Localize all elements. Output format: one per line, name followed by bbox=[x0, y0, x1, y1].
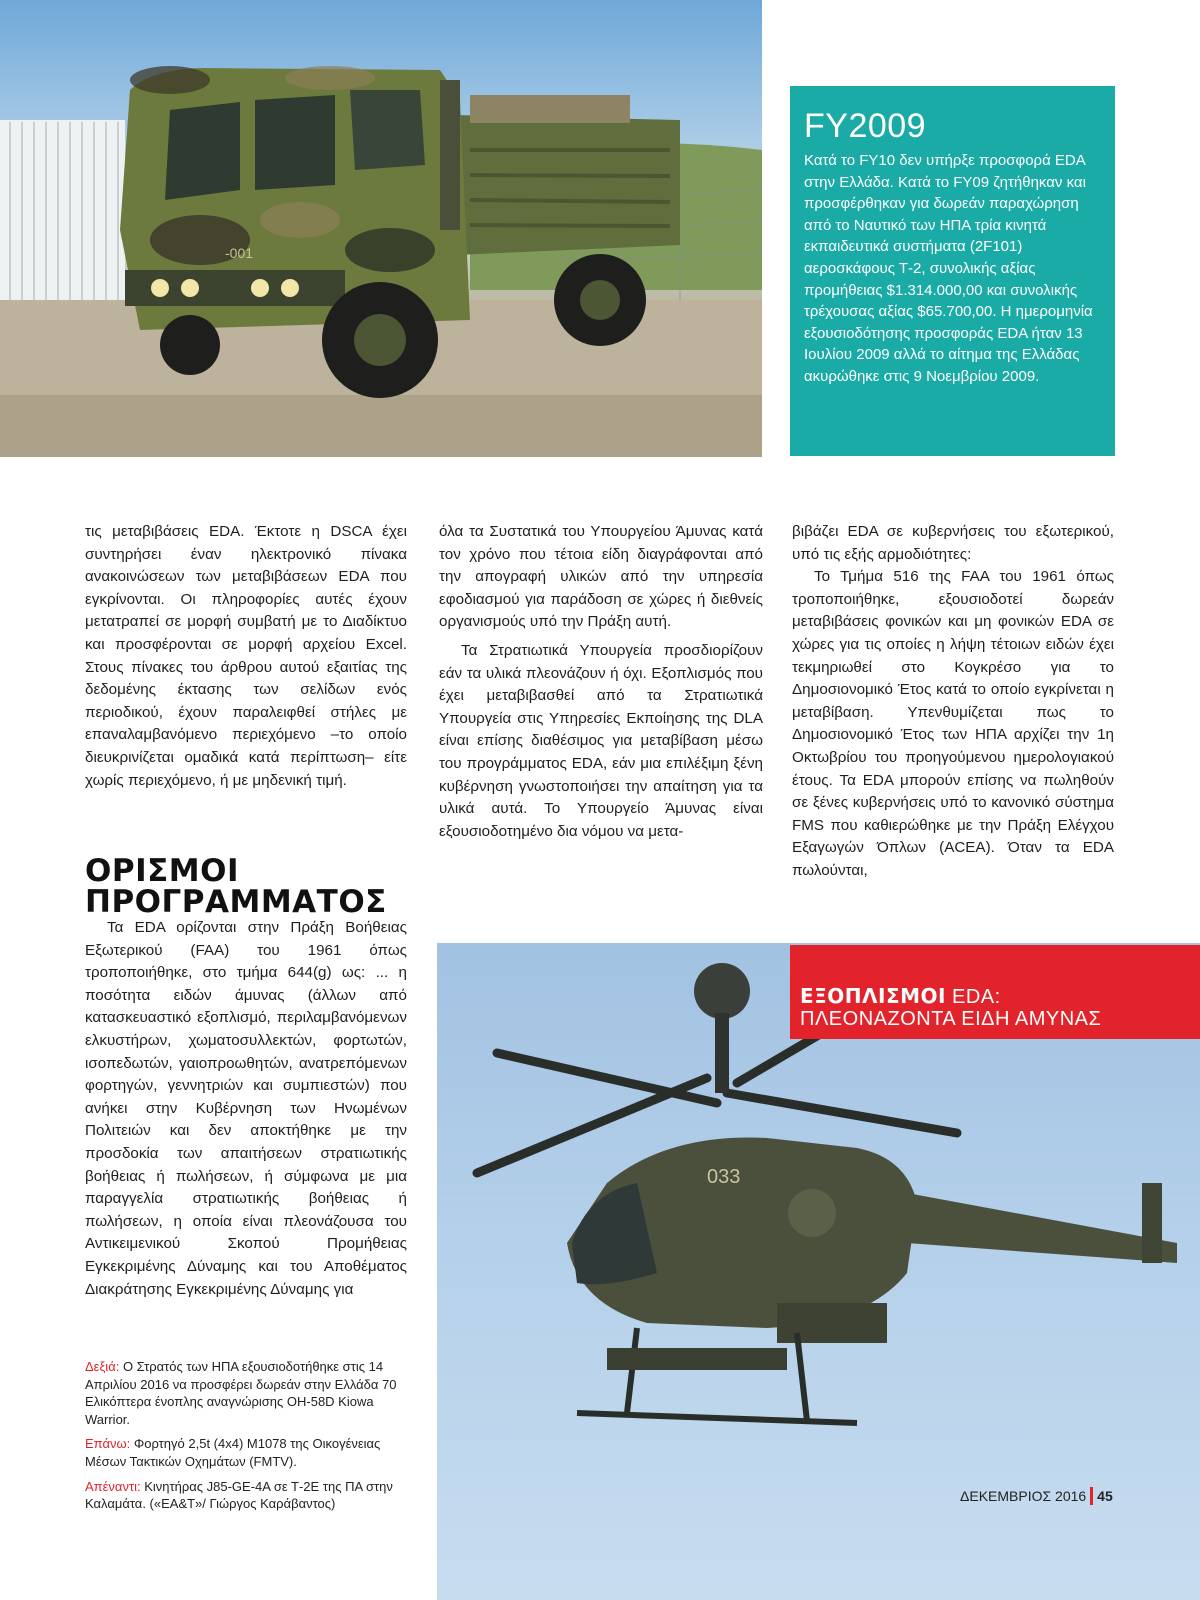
helicopter-number: 033 bbox=[707, 1166, 741, 1188]
caption-text: Κινητήρας J85-GE-4A σε Τ-2Ε της ΠΑ στην Καλαμάτα. («ΕΑ&Τ»/ Γιώργος Καράβαντος) bbox=[85, 1478, 393, 1512]
fy2009-title: FY2009 bbox=[804, 107, 927, 145]
caption-label: Δεξιά: bbox=[85, 1359, 120, 1374]
truck-photo bbox=[0, 0, 762, 457]
column-3-paragraph-2: Το Τμήμα 516 της FAA του 1961 όπως τροποποιήθηκε, εξουσιοδοτεί δωρεάν μεταβιβάσεις φονικών και μη φονικών EDA σε χώρες για τις οποίες η λήψη τέτοιων ειδών έχει τεκμηριωθεί στο Κογκρέσο για το Δημοσιονομικό Έτος κατά το οποίο εγκρίνεται η μεταβίβαση. Υπενθυμίζεται πως το Δημοσιονομικό Έτος των ΗΠΑ αρχίζει την 1η Οκτωβρίου του προηγούμενου ημερολογιακού έτους. Τα EDA μπορούν επίσης να πωληθούν σε ξένες κυβερνήσεις υπό το κανονικό σύστημα FMS που καθιερώθηκε με την Πράξη Ελέγχου Εξαγωγών Όπλων (ACEA). Όταν τα EDA πωλούνται, bbox=[792, 568, 1114, 879]
column-2-paragraph-1: όλα τα Συστατικά του Υπουργείου Άμυνας κατά τον χρόνο που τέτοια είδη διαγράφονται από την απογραφή υλικών από την υπηρεσία εφοδιασμού για παράδοση σε χώρες ή διεθνείς οργανισμούς υπό την Πράξη αυτή. bbox=[439, 523, 763, 631]
column-2 bbox=[439, 521, 763, 843]
truck-illustration bbox=[0, 0, 762, 457]
footer-divider bbox=[1090, 1487, 1093, 1505]
column-2-paragraph-2: Τα Στρατιωτικά Υπουργεία προσδιορίζουν εάν τα υλικά πλεονάζουν ή όχι. Εξοπλισμός που έχει μεταβιβασθεί από τα Στρατιωτικά Υπουργεία στις Υπηρεσίες Εκποίησης της DLA είναι επίσης διαθέσιμος για μεταβίβαση μέσω του προγράμματος EDA, εάν μια επιλέξιμη ξένη κυβέρνηση γνωστοποιήσει την απαίτηση για τα υλικά αυτά. Το Υπουργείο Άμυνας είναι εξουσιοδοτημένο δια νόμου να μετα- bbox=[439, 641, 763, 840]
caption-label: Απέναντι: bbox=[85, 1478, 141, 1494]
definitions-text bbox=[85, 917, 407, 1301]
definitions-paragraph: Τα EDA ορίζονται στην Πράξη Βοήθειας Εξωτερικού (FAA) του 1961 όπως τροποποιήθηκε, στο τμήμα 644(g) ως: ... η ποσότητα ειδών άμυνας (άλλων από κατασκευαστικό εξοπλισμό, περιλαμβανόμενων ελκυστήρων, χωματοσυλλεκτών, φορτωτών, ισοπεδωτών, γαιοπροωθητών, ανατρεπόμενων φορτηγών, γεννητριών και συμπιεστών) που ανήκει στην Κυβέρνηση των Ηνωμένων Πολιτειών και δεν αποκτήθηκε με την προσδοκία των απαιτήσεων στρατιωτικής βοήθειας ή πωλήσεων, ή σύμφωνα με μια παραγγελία στρατιωτικής βοήθειας ή πωλήσεων, η οποία είναι πλεονάζουσα του Αντικειμενικού Σκοπού Προμήθειας Εγκεκριμένης Δύναμης και του Αποθέματος Διακράτησης Εγκεκριμένης Δύναμης για bbox=[85, 919, 407, 1298]
caption-right bbox=[85, 1358, 405, 1428]
caption-text: Φορτηγό 2,5t (4x4) M1078 της Οικογένειας Μέσων Τακτικών Οχημάτων (FMTV). bbox=[85, 1436, 381, 1469]
section-heading-line-1: ΟΡΙΣΜΟΙ bbox=[85, 853, 240, 889]
caption-above bbox=[85, 1435, 405, 1470]
caption-opposite bbox=[85, 1478, 405, 1513]
section-heading bbox=[85, 853, 407, 920]
photo-captions bbox=[85, 1358, 405, 1520]
caption-text: Ο Στρατός των ΗΠΑ εξουσιοδοτήθηκε στις 14 Απριλίου 2016 να προσφέρει δωρεάν στην Ελλάδα 70 Ελικόπτερα ένοπλης αναγνώρισης OH-58D Kiowa Warrior. bbox=[85, 1359, 397, 1427]
fy2009-body: Κατά το FY10 δεν υπήρξε προσφορά EDA στην Ελλάδα. Κατά το FY09 ζητήθηκαν και προσφέρθηκαν για δωρεάν παραχώρηση από το Ναυτικό των ΗΠΑ τρία κινητά εκπαιδευτικά συστήματα (2F101) αεροσκάφους Τ-2, συνολικής αξίας προμήθειας $1.314.000,00 και συνολικής τρέχουσας αξίας $65.700,00. Η ημερομηνία εξουσιοδότησης προσφοράς EDA ήταν 13 Ιουλίου 2009 αλλά το αίτημα της Ελλάδας ακυρώθηκε στις 9 Νοεμβρίου 2009. bbox=[804, 152, 1093, 385]
column-3-paragraph-1: βιβάζει EDA σε κυβερνήσεις του εξωτερικού, υπό τις εξής αρμοδιότητες: bbox=[792, 523, 1114, 563]
caption-label: Επάνω: bbox=[85, 1436, 131, 1452]
issue-month: ΔΕΚΕΜΒΡΙΟΣ 2016 bbox=[960, 1488, 1087, 1504]
banner-line-2: ΠΛΕΟΝΑΖΟΝΤΑ ΕΙΔΗ ΑΜΥΝΑΣ bbox=[800, 1008, 1102, 1030]
truck-number: -001 bbox=[225, 245, 254, 261]
column-1 bbox=[85, 521, 407, 792]
fy2009-box bbox=[790, 86, 1115, 456]
column-1-paragraph: τις μεταβιβάσεις EDA. Έκτοτε η DSCA έχει συντηρήσει έναν ηλεκτρονικό πίνακα ανακοινώσεων των μεταβιβάσεων EDA που εγκρίνονται. Οι πληροφορίες αυτές έχουν μετατραπεί σε μορφή συμβατή με το Διαδίκτυο και προσφέρονται σε μορφή αρχείου Excel. Στους πίνακες του άρθρου αυτού εξαιτίας της δεδομένης έκτασης των σελίδων ενός περιοδικού, έχουν παραλειφθεί στήλες με επαναλαμβανόμενο περιεχόμενο –το οποίο διευκρινίζεται ομαδικά κατά περίπτωση– είτε χωρίς περιεχόμενο, ή με μηδενική τιμή. bbox=[85, 523, 407, 789]
section-banner bbox=[790, 945, 1200, 1039]
section-heading-line-2: ΠΡΟΓΡΑΜΜΑΤΟΣ bbox=[85, 884, 387, 920]
column-3 bbox=[792, 521, 1114, 883]
banner-bold-word: ΕΞΟΠΛΙΣΜΟΙ bbox=[800, 984, 946, 1008]
page-number: 45 bbox=[1097, 1488, 1113, 1504]
banner-eda: EDA: bbox=[945, 986, 1001, 1008]
page-footer bbox=[960, 1487, 1113, 1505]
banner-line-1 bbox=[800, 985, 1200, 1008]
